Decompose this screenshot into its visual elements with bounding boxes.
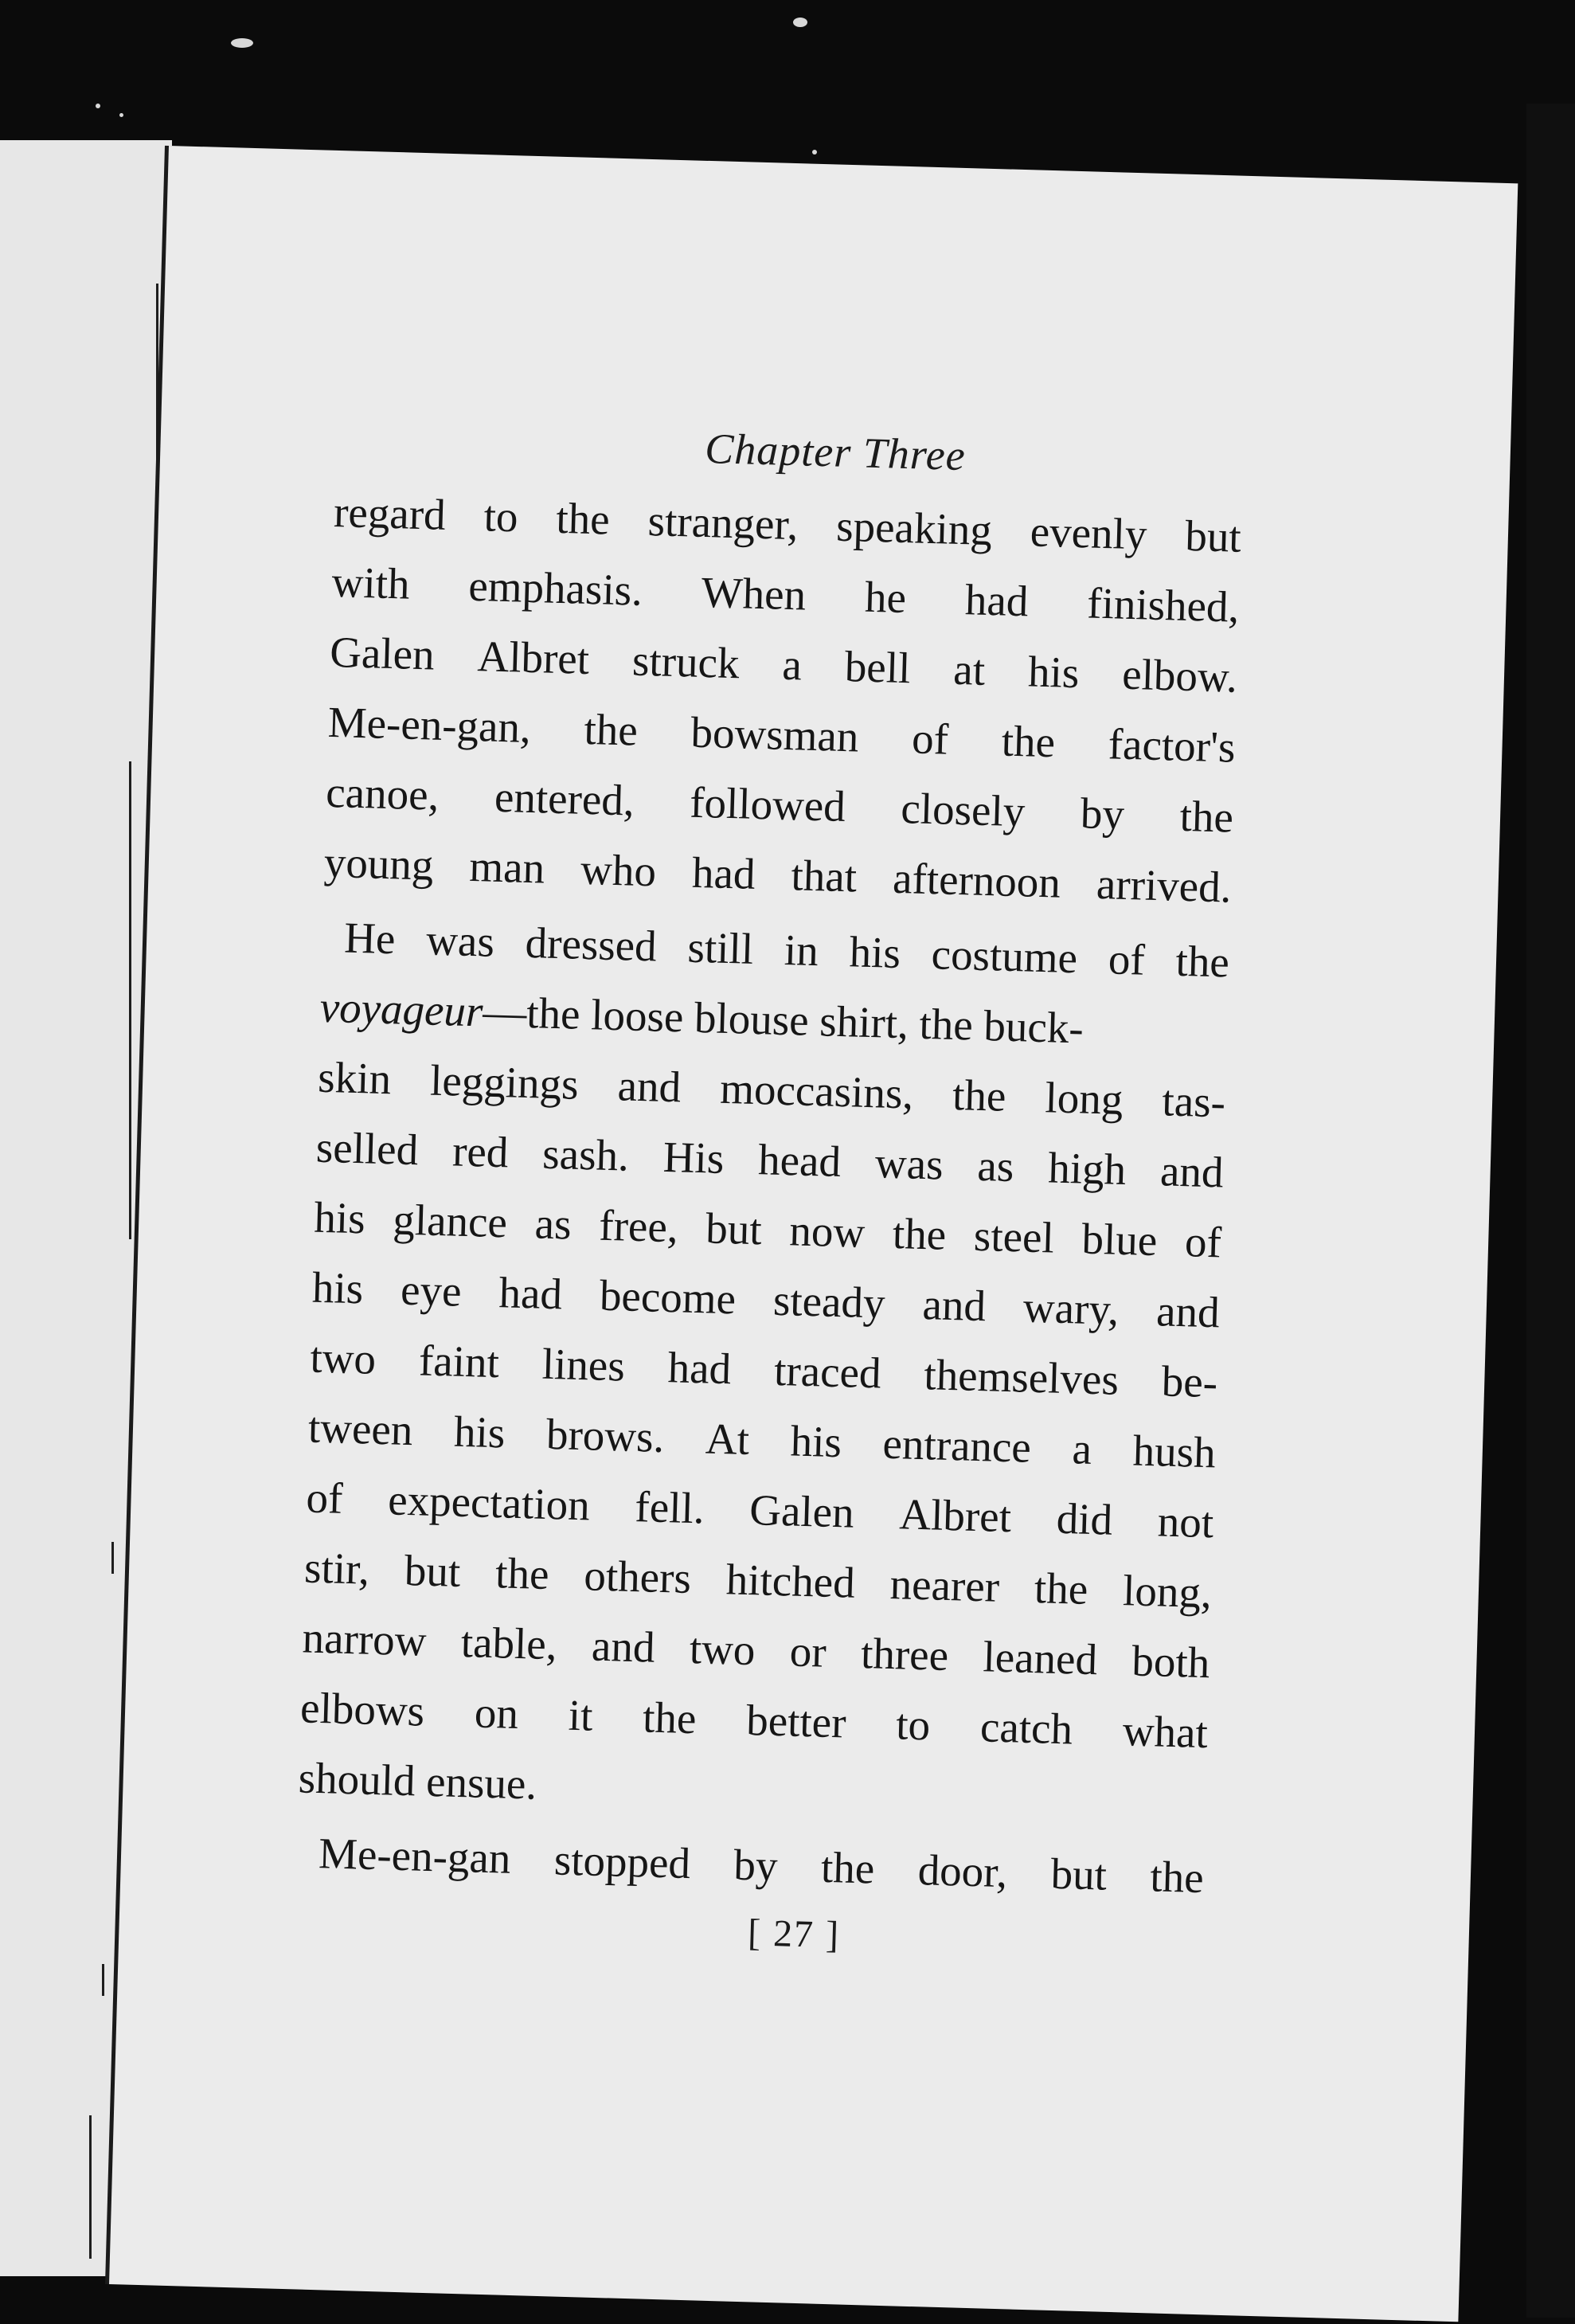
body-text — [295, 477, 1242, 1913]
text-line: narrow table, and two or three leaned both — [301, 1613, 1211, 1688]
text-line: regard to the stranger, speaking evenly but — [333, 487, 1242, 561]
text-line: canoe, entered, followed closely by the — [325, 767, 1234, 842]
text-line: his eye had become steady and wary, and — [311, 1262, 1221, 1337]
text-line: elbows on it the better to catch what — [299, 1683, 1209, 1758]
gutter-mark — [129, 761, 131, 1239]
text-line: should ensue. — [298, 1753, 538, 1809]
text-line: Me-en-gan, the bowsman of the factor's — [327, 697, 1237, 772]
text-line: He was dressed still in his costume of the — [343, 913, 1230, 987]
scan-speck — [231, 38, 253, 48]
page-edge — [1526, 104, 1575, 2318]
text-line: selled red sash. His head was as high and — [315, 1122, 1225, 1197]
running-head: Chapter Three — [704, 424, 967, 480]
scan-speck — [119, 113, 123, 117]
gutter-mark — [102, 1964, 104, 1996]
gutter-mark — [156, 284, 158, 522]
text-line: young man who had that afternoon arrived. — [323, 837, 1233, 912]
italic-word: voyageur — [319, 982, 484, 1036]
text-line: his glance as free, but now the steel blue of — [313, 1192, 1222, 1267]
text-line: with emphasis. When he had finished, — [330, 557, 1241, 632]
text-line: two faint lines had traced themselves be- — [309, 1332, 1218, 1407]
text-line: stir, but the others hitched nearer the long, — [303, 1543, 1213, 1618]
scan-speck — [96, 104, 100, 108]
text-line: of expectation fell. Galen Albret did not — [305, 1473, 1215, 1547]
gutter-mark — [111, 1542, 114, 1574]
text-line: tween his brows. At his entrance a hush — [307, 1403, 1217, 1477]
gutter-mark — [89, 2115, 92, 2259]
text-line: Me-en-gan stopped by the door, but the — [318, 1829, 1205, 1903]
text-line: skin leggings and moccasins, the long tas- — [317, 1052, 1226, 1127]
page-number: [ 27 ] — [747, 1911, 841, 1957]
line-remainder: —the loose blouse shirt, the buck- — [482, 987, 1085, 1053]
scan-speck — [793, 18, 807, 27]
scan-speck — [812, 150, 817, 155]
text-line: Galen Albret struck a bell at his elbow. — [329, 627, 1238, 702]
book-page — [109, 146, 1518, 2322]
